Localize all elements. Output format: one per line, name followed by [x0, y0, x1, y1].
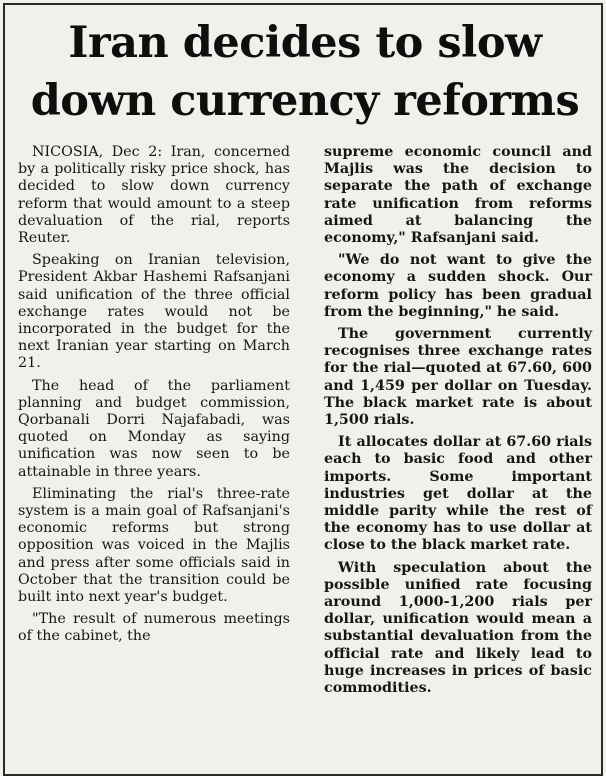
- paragraph: The government currently recognises three exchange rates for the rial—quoted at 67.60, 600 and 1,459 per dollar on Tuesday. The black market rate is about 1,500 rials.: [324, 326, 592, 429]
- headline: [18, 14, 592, 130]
- paragraph: supreme economic council and Majlis was the decision to separate the path of exchange rate unification from reforms aimed at balancing the economy," Rafsanjani said.: [324, 144, 592, 247]
- headline-line-2: down currency reforms: [30, 76, 580, 126]
- headline-line-1: Iran decides to slow: [68, 18, 542, 68]
- paragraph: Speaking on Iranian television, President Akbar Hashemi Rafsanjani said unification of the three official exchange rates would not be incorporated in the budget for the next Iranian year starting on March 21.: [18, 252, 290, 372]
- paragraph: With speculation about the possible unified rate focusing around 1,000-1,200 rials per dollar, unification would mean a substantial devaluation from the official rate and likely lead to huge increases in prices of basic commodities.: [324, 559, 592, 697]
- paragraph: "We do not want to give the economy a sudden shock. Our reform policy has been gradual from the beginning," he said.: [324, 252, 592, 320]
- paragraph: The head of the parliament planning and budget commission, Qorbanali Dorri Najafabadi, was quoted on Monday as saying unification was now seen to be attainable in three years.: [18, 377, 290, 480]
- paragraph: NICOSIA, Dec 2: Iran, concerned by a politically risky price shock, has decided to slow down currency reform that would amount to a steep devaluation of the rial, reports Reuter.: [18, 144, 290, 247]
- right-column: [324, 144, 592, 702]
- paragraph: Eliminating the rial's three-rate system is a main goal of Rafsanjani's economic reforms but strong opposition was voiced in the Majlis and press after some officials said in October that the transition could be built into next year's budget.: [18, 485, 290, 606]
- paragraph: It allocates dollar at 67.60 rials each to basic food and other imports. Some important industries get dollar at the middle parity while the rest of the economy has to use dollar at close to the black market rate.: [324, 434, 592, 554]
- left-column: [18, 144, 290, 702]
- article-body: [18, 144, 592, 702]
- paragraph: "The result of numerous meetings of the cabinet, the: [18, 611, 290, 645]
